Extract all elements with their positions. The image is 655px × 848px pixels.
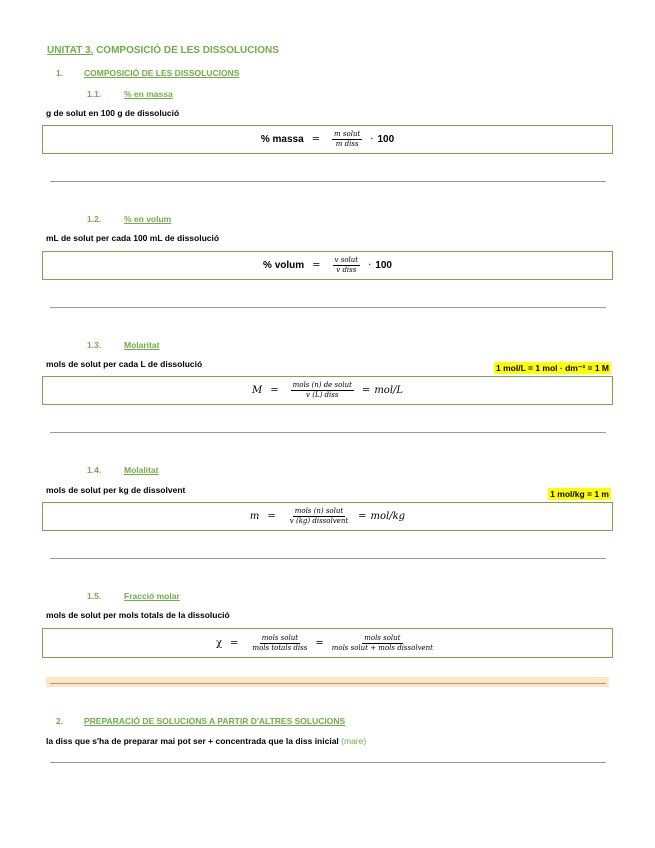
subsection-1-1-description: g de solut en 100 g de dissolució [46,108,180,118]
fraction-denominator: mols solut + mols dissolvent [331,643,433,652]
section-2-heading [56,716,345,726]
subsection-1-3-description: mols de solut per cada L de dissolució [46,359,203,369]
section-number: 1. [56,68,64,78]
formula-box-mass-percent [42,125,613,154]
formula-lhs: M [251,385,263,396]
subsection-number: 1.1. [87,89,102,99]
fraction-numerator: mols solut [261,633,299,642]
subsection-label: Molaritat [124,340,160,350]
description-note: (mare) [341,736,367,746]
formula-fraction [250,634,309,653]
divider [50,558,606,559]
formula-fraction [333,256,361,275]
subsection-label: % en volum [124,214,172,224]
formula-fraction [288,507,350,526]
formula-equals: = [312,260,321,271]
formula-factor: 100 [377,134,395,145]
formula-equals-2: = [358,511,367,522]
section-2-description [46,736,366,746]
formula-times: · [368,260,372,271]
description-text: la diss que s'ha de preparar mai pot ser + concentrada que la diss inicial [46,736,339,746]
divider [50,432,606,433]
page-title [47,45,279,56]
fraction-numerator: mols (n) de solut [292,381,352,389]
fraction-numerator: mols (n) solut [294,507,344,515]
subsection-1-2-description: mL de solut per cada 100 mL de dissolució [46,233,220,243]
subsection-label: % en massa [124,89,173,99]
formula-equals: = [230,637,239,649]
formula-box-molarity [42,376,613,405]
formula-lhs: m [249,511,260,522]
formula-rhs: mol/kg [370,511,406,522]
formula-fraction-2 [330,634,435,653]
section-label: PREPARACIÓ DE SOLUCIONS A PARTIR D'ALTRES SOLUCIONS [84,716,346,726]
highlight-band [46,677,609,687]
formula-equals-2: = [361,385,371,396]
formula-equals-2: = [315,637,324,649]
subsection-1-4-description: mols de solut per kg de dissolvent [46,485,186,495]
fraction-numerator: m solut [334,130,361,138]
formula-equals: = [270,385,279,396]
subsection-1-2-heading [87,214,171,224]
formula-fraction [291,381,354,400]
fraction-denominator: mols totals diss [252,643,308,652]
subsection-label: Fracció molar [124,591,180,601]
fraction-denominator: m diss [335,140,359,148]
formula-rhs: mol/L [374,385,404,396]
divider [50,683,606,684]
subsection-number: 1.2. [87,214,102,224]
subsection-1-1-heading [87,89,173,99]
formula-equals: = [311,134,321,145]
unit-highlight-molality [548,484,611,502]
fraction-numerator: v solut [334,256,359,264]
formula-times: · [370,134,374,145]
section-number: 2. [56,716,64,726]
section-label: COMPOSICIÓ DE LES DISSOLUCIONS [84,68,240,78]
subsection-1-5-heading [87,591,180,601]
subsection-1-4-heading [87,465,158,475]
subsection-1-3-heading [87,340,159,350]
subsection-number: 1.4. [87,465,102,475]
title-prefix: UNITAT 3. [47,45,94,56]
formula-lhs: χ [215,637,223,649]
subsection-1-5-description: mols de solut per mols totals de la dissolució [46,610,230,620]
highlight-text: 1 mol/kg = 1 m [550,489,609,499]
fraction-denominator: v (L) diss [306,391,339,399]
divider [50,762,606,763]
formula-box-molar-fraction [42,628,613,658]
formula-fraction [332,130,362,149]
fraction-numerator: mols solut [364,633,401,642]
divider [50,307,606,308]
subsection-number: 1.3. [87,340,102,350]
subsection-label: Molalitat [124,465,159,475]
subsection-number: 1.5. [87,591,102,601]
divider [50,181,606,182]
unit-highlight-molarity [494,358,611,376]
formula-box-volume-percent [42,251,613,280]
title-rest: COMPOSICIÓ DE LES DISSOLUCIONS [93,45,279,56]
section-1-heading [56,68,239,78]
formula-factor: 100 [375,260,392,271]
formula-lhs: % volum [263,260,305,271]
formula-box-molality [42,502,613,531]
fraction-denominator: v diss [336,266,357,274]
fraction-denominator: v (kg) dissolvent [289,517,349,525]
formula-equals: = [267,511,276,522]
highlight-text: 1 mol/L = 1 mol · dm⁻³ = 1 M [496,363,609,373]
formula-lhs: % massa [260,134,304,145]
